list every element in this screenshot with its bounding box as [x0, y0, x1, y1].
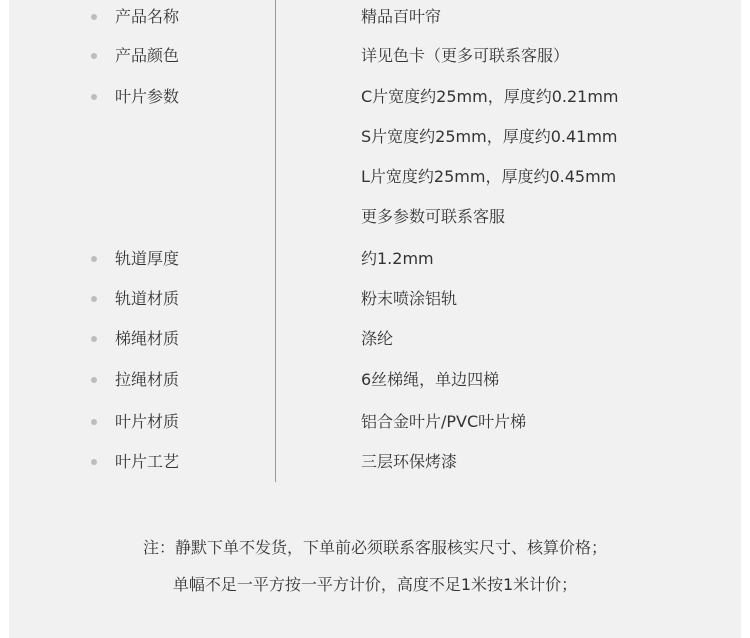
bullet-icon [91, 53, 97, 59]
spec-value: S片宽度约25mm，厚度约0.41mm [361, 127, 618, 146]
spec-label: 轨道厚度 [115, 249, 180, 268]
spec-row-slat-finish [0, 450, 750, 474]
spec-value: 6丝梯绳，单边四梯 [361, 370, 500, 389]
spec-row-slat-params-l [0, 165, 750, 189]
spec-value: 粉末喷涂铝轨 [361, 289, 458, 308]
bullet-icon [91, 459, 97, 465]
bullet-icon [91, 14, 97, 20]
order-note-2: 单幅不足一平方按一平方计价，高度不足1米按1米计价； [172, 575, 578, 594]
spec-row-rail-material [0, 287, 750, 311]
spec-value: C片宽度约25mm，厚度约0.21mm [361, 87, 619, 106]
spec-label: 叶片材质 [115, 412, 180, 431]
order-note-1: 注：静默下单不发货，下单前必须联系客服核实尺寸、核算价格； [142, 538, 607, 557]
spec-value: L片宽度约25mm，厚度约0.45mm [361, 167, 617, 186]
spec-row-pull-cord-material [0, 368, 750, 392]
bullet-icon [91, 419, 97, 425]
spec-label: 拉绳材质 [115, 370, 180, 389]
spec-value: 详见色卡（更多可联系客服） [361, 46, 570, 65]
spec-label: 产品颜色 [115, 46, 180, 65]
bullet-icon [91, 336, 97, 342]
spec-label: 叶片工艺 [115, 452, 180, 471]
spec-row-slat-material [0, 410, 750, 434]
bullet-icon [91, 377, 97, 383]
spec-label: 叶片参数 [115, 87, 180, 106]
spec-row-ladder-cord-material [0, 327, 750, 351]
bullet-icon [91, 94, 97, 100]
bullet-icon [91, 256, 97, 262]
spec-row-slat-params-more [0, 205, 750, 229]
spec-value: 三层环保烤漆 [361, 452, 458, 471]
spec-value: 涤纶 [361, 329, 394, 348]
spec-row-rail-thickness [0, 247, 750, 271]
spec-value: 更多参数可联系客服 [361, 207, 506, 226]
spec-value: 约1.2mm [361, 249, 434, 268]
spec-row-slat-params [0, 85, 750, 109]
spec-row-product-name [0, 5, 750, 29]
spec-label: 轨道材质 [115, 289, 180, 308]
bullet-icon [91, 296, 97, 302]
spec-row-product-color [0, 44, 750, 68]
spec-label: 梯绳材质 [115, 329, 180, 348]
spec-row-slat-params-s [0, 125, 750, 149]
spec-label: 产品名称 [115, 7, 180, 26]
spec-value: 铝合金叶片/PVC叶片梯 [361, 412, 527, 431]
spec-value: 精品百叶帘 [361, 7, 442, 26]
